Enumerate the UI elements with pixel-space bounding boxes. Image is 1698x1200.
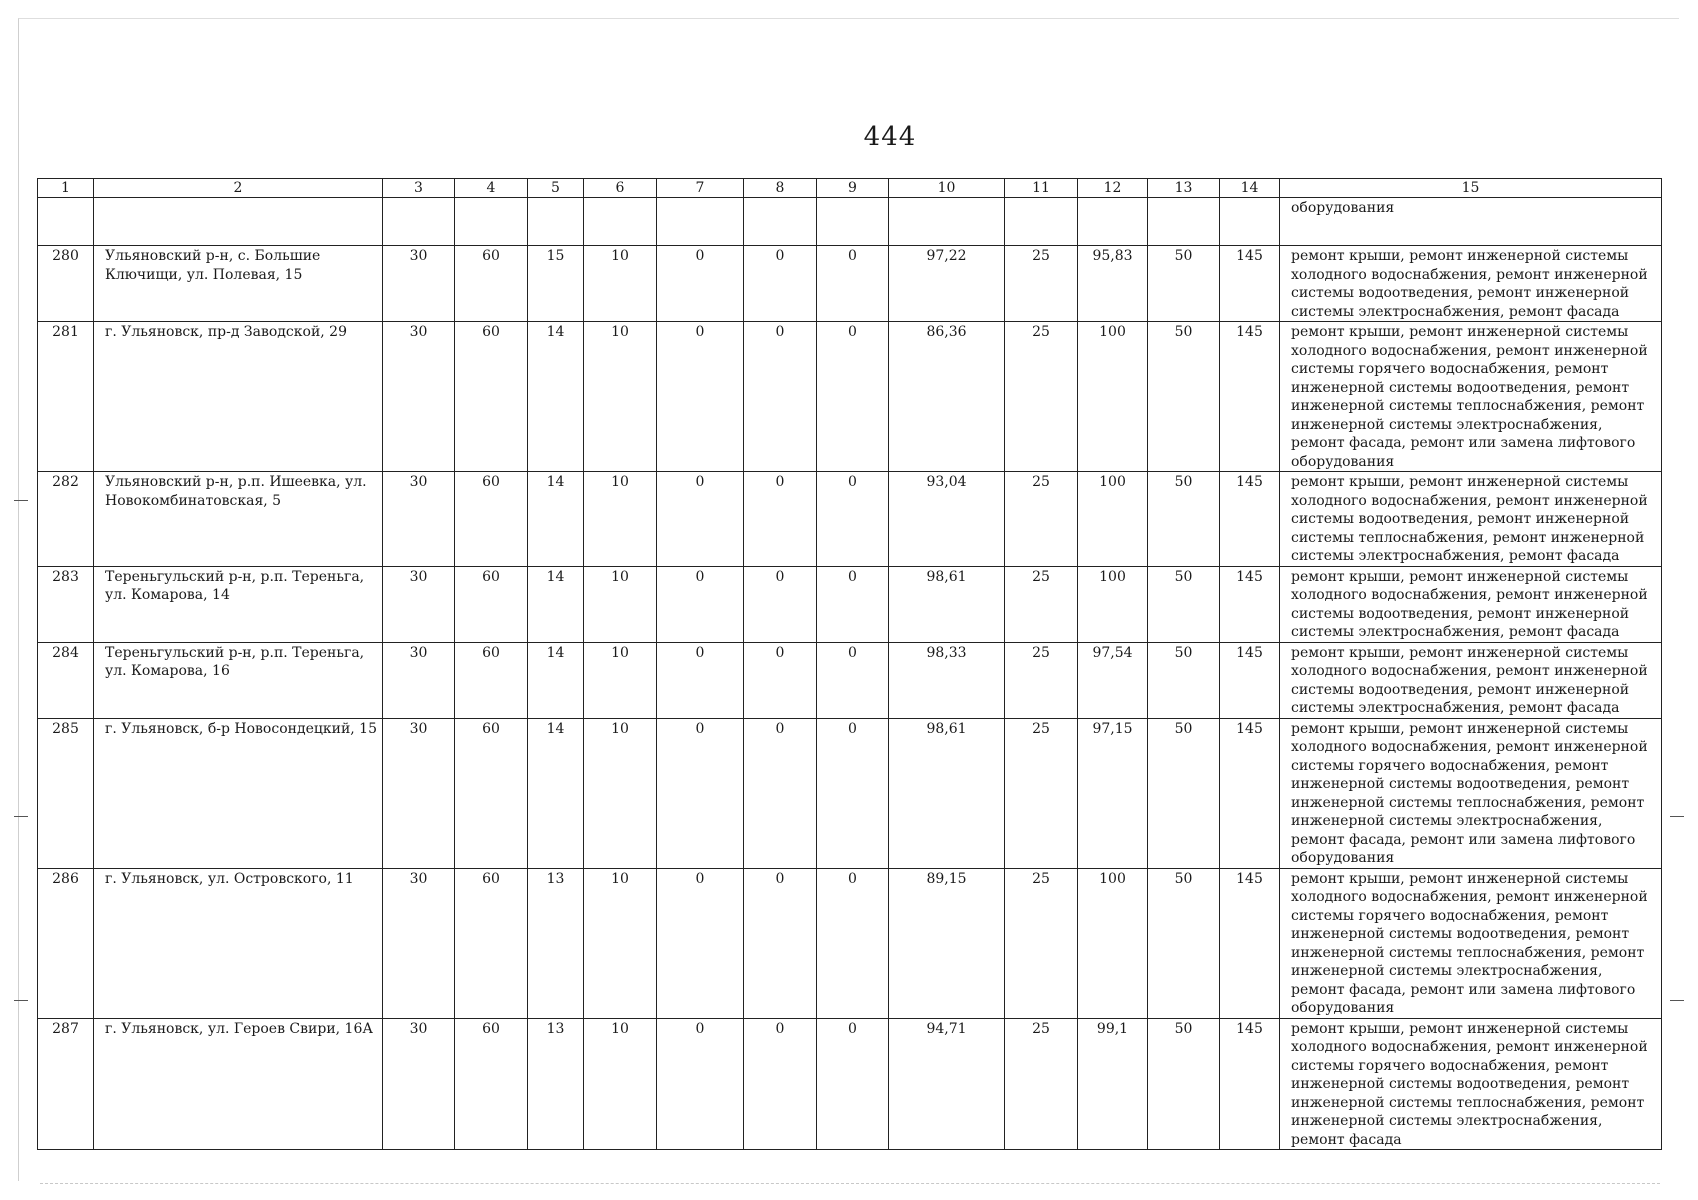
value-cell: 97,22 bbox=[889, 246, 1005, 322]
value-cell: 14 bbox=[528, 566, 584, 642]
value-cell: 145 bbox=[1220, 566, 1280, 642]
table-row bbox=[38, 718, 1662, 868]
value-cell: 0 bbox=[657, 246, 744, 322]
value-cell: 0 bbox=[744, 472, 817, 567]
value-cell: 25 bbox=[1005, 868, 1078, 1018]
row-number-cell: 286 bbox=[38, 868, 94, 1018]
table-row bbox=[38, 246, 1662, 322]
works-cell: оборудования bbox=[1280, 198, 1662, 246]
value-cell: 25 bbox=[1005, 472, 1078, 567]
works-cell: ремонт крыши, ремонт инженерной системы холодного водоснабжения, ремонт инженерной системы водоотведения, ремонт инженерной системы электроснабжения, ремонт фасада bbox=[1280, 566, 1662, 642]
margin-tick bbox=[14, 816, 28, 817]
value-cell: 145 bbox=[1220, 1018, 1280, 1150]
value-cell: 0 bbox=[817, 718, 889, 868]
value-cell: 100 bbox=[1078, 566, 1148, 642]
value-cell: 0 bbox=[657, 642, 744, 718]
column-number-row bbox=[38, 179, 1662, 198]
value-cell: 30 bbox=[383, 322, 455, 472]
column-number: 8 bbox=[744, 179, 817, 198]
value-cell: 0 bbox=[657, 472, 744, 567]
column-number: 4 bbox=[455, 179, 528, 198]
table-row bbox=[38, 566, 1662, 642]
value-cell: 0 bbox=[744, 718, 817, 868]
value-cell: 10 bbox=[584, 642, 657, 718]
address-cell: г. Ульяновск, ул. Героев Свири, 16А bbox=[94, 1018, 383, 1150]
value-cell: 100 bbox=[1078, 322, 1148, 472]
address-cell: г. Ульяновск, пр-д Заводской, 29 bbox=[94, 322, 383, 472]
row-number-cell: 283 bbox=[38, 566, 94, 642]
works-cell: ремонт крыши, ремонт инженерной системы холодного водоснабжения, ремонт инженерной системы горячего водоснабжения, ремонт инженерной системы водоотведения, ремонт инженерной системы теплоснабжения, ремонт инженерной системы электроснабжения, ремонт фасада, ремонт или замена лифтового оборудования bbox=[1280, 718, 1662, 868]
value-cell: 60 bbox=[455, 566, 528, 642]
value-cell: 0 bbox=[817, 246, 889, 322]
address-cell: Тереньгульский р-н, р.п. Тереньга, ул. Комарова, 16 bbox=[94, 642, 383, 718]
value-cell: 60 bbox=[455, 322, 528, 472]
address-cell: Ульяновский р-н, с. Большие Ключищи, ул. Полевая, 15 bbox=[94, 246, 383, 322]
column-number: 1 bbox=[38, 179, 94, 198]
value-cell: 93,04 bbox=[889, 472, 1005, 567]
value-cell: 89,15 bbox=[889, 868, 1005, 1018]
address-cell: Ульяновский р-н, р.п. Ишеевка, ул. Новокомбинатовская, 5 bbox=[94, 472, 383, 567]
value-cell: 14 bbox=[528, 472, 584, 567]
value-cell: 86,36 bbox=[889, 322, 1005, 472]
value-cell: 50 bbox=[1148, 322, 1220, 472]
column-number: 10 bbox=[889, 179, 1005, 198]
value-cell: 30 bbox=[383, 472, 455, 567]
value-cell: 30 bbox=[383, 566, 455, 642]
row-number-cell: 282 bbox=[38, 472, 94, 567]
value-cell: 60 bbox=[455, 1018, 528, 1150]
value-cell: 145 bbox=[1220, 322, 1280, 472]
value-cell: 50 bbox=[1148, 472, 1220, 567]
row-number-cell: 280 bbox=[38, 246, 94, 322]
address-cell: г. Ульяновск, ул. Островского, 11 bbox=[94, 868, 383, 1018]
value-cell: 10 bbox=[584, 718, 657, 868]
value-cell: 10 bbox=[584, 472, 657, 567]
row-number-cell: 284 bbox=[38, 642, 94, 718]
value-cell: 0 bbox=[744, 322, 817, 472]
value-cell: 0 bbox=[817, 1018, 889, 1150]
column-number: 7 bbox=[657, 179, 744, 198]
value-cell: 25 bbox=[1005, 322, 1078, 472]
margin-tick bbox=[1670, 816, 1684, 817]
column-number: 14 bbox=[1220, 179, 1280, 198]
margin-tick bbox=[14, 500, 28, 501]
value-cell: 25 bbox=[1005, 246, 1078, 322]
value-cell: 14 bbox=[528, 322, 584, 472]
value-cell: 0 bbox=[657, 718, 744, 868]
value-cell: 60 bbox=[455, 642, 528, 718]
value-cell: 14 bbox=[528, 642, 584, 718]
value-cell: 13 bbox=[528, 868, 584, 1018]
value-cell: 145 bbox=[1220, 472, 1280, 567]
value-cell: 50 bbox=[1148, 1018, 1220, 1150]
value-cell: 10 bbox=[584, 246, 657, 322]
value-cell: 98,61 bbox=[889, 718, 1005, 868]
value-cell: 25 bbox=[1005, 642, 1078, 718]
registry-table bbox=[37, 178, 1662, 1150]
value-cell: 25 bbox=[1005, 566, 1078, 642]
value-cell: 30 bbox=[383, 1018, 455, 1150]
value-cell: 30 bbox=[383, 868, 455, 1018]
value-cell: 15 bbox=[528, 246, 584, 322]
value-cell: 0 bbox=[817, 322, 889, 472]
value-cell: 0 bbox=[817, 472, 889, 567]
table-row bbox=[38, 472, 1662, 567]
value-cell: 30 bbox=[383, 642, 455, 718]
value-cell: 0 bbox=[657, 868, 744, 1018]
value-cell: 145 bbox=[1220, 642, 1280, 718]
value-cell: 50 bbox=[1148, 246, 1220, 322]
row-number-cell: 281 bbox=[38, 322, 94, 472]
value-cell: 10 bbox=[584, 1018, 657, 1150]
value-cell: 97,54 bbox=[1078, 642, 1148, 718]
table-body bbox=[38, 179, 1662, 1150]
column-number: 3 bbox=[383, 179, 455, 198]
value-cell: 97,15 bbox=[1078, 718, 1148, 868]
works-cell: ремонт крыши, ремонт инженерной системы холодного водоснабжения, ремонт инженерной системы водоотведения, ремонт инженерной системы электроснабжения, ремонт фасада bbox=[1280, 642, 1662, 718]
scan-edge-line bbox=[40, 1183, 1660, 1184]
value-cell: 0 bbox=[744, 1018, 817, 1150]
value-cell: 30 bbox=[383, 246, 455, 322]
page-number: 444 bbox=[863, 122, 917, 152]
value-cell: 60 bbox=[455, 246, 528, 322]
column-number: 6 bbox=[584, 179, 657, 198]
works-cell: ремонт крыши, ремонт инженерной системы холодного водоснабжения, ремонт инженерной системы водоотведения, ремонт инженерной системы теплоснабжения, ремонт инженерной системы электроснабжения, ремонт фасада bbox=[1280, 472, 1662, 567]
table-row bbox=[38, 1018, 1662, 1150]
value-cell: 10 bbox=[584, 566, 657, 642]
column-number: 11 bbox=[1005, 179, 1078, 198]
value-cell: 145 bbox=[1220, 868, 1280, 1018]
works-cell: ремонт крыши, ремонт инженерной системы холодного водоснабжения, ремонт инженерной системы горячего водоснабжения, ремонт инженерной системы водоотведения, ремонт инженерной системы теплоснабжения, ремонт инженерной системы электроснабжения, ремонт фасада, ремонт или замена лифтового оборудования bbox=[1280, 868, 1662, 1018]
value-cell: 0 bbox=[657, 1018, 744, 1150]
value-cell: 145 bbox=[1220, 246, 1280, 322]
row-number-cell: 285 bbox=[38, 718, 94, 868]
column-number: 2 bbox=[94, 179, 383, 198]
value-cell: 0 bbox=[817, 868, 889, 1018]
value-cell: 95,83 bbox=[1078, 246, 1148, 322]
value-cell: 0 bbox=[657, 566, 744, 642]
value-cell: 0 bbox=[744, 868, 817, 1018]
address-cell: г. Ульяновск, б-р Новосондецкий, 15 bbox=[94, 718, 383, 868]
table-row bbox=[38, 322, 1662, 472]
continued-row bbox=[38, 198, 1662, 246]
value-cell: 0 bbox=[744, 566, 817, 642]
value-cell: 50 bbox=[1148, 718, 1220, 868]
column-number: 15 bbox=[1280, 179, 1662, 198]
value-cell: 98,33 bbox=[889, 642, 1005, 718]
address-cell: Тереньгульский р-н, р.п. Тереньга, ул. Комарова, 14 bbox=[94, 566, 383, 642]
row-number-cell: 287 bbox=[38, 1018, 94, 1150]
value-cell: 0 bbox=[744, 642, 817, 718]
value-cell: 60 bbox=[455, 868, 528, 1018]
value-cell: 145 bbox=[1220, 718, 1280, 868]
value-cell: 10 bbox=[584, 322, 657, 472]
value-cell: 99,1 bbox=[1078, 1018, 1148, 1150]
table-row bbox=[38, 642, 1662, 718]
value-cell: 30 bbox=[383, 718, 455, 868]
works-cell: ремонт крыши, ремонт инженерной системы холодного водоснабжения, ремонт инженерной системы водоотведения, ремонт инженерной системы электроснабжения, ремонт фасада bbox=[1280, 246, 1662, 322]
column-number: 12 bbox=[1078, 179, 1148, 198]
value-cell: 0 bbox=[657, 322, 744, 472]
value-cell: 0 bbox=[817, 642, 889, 718]
column-number: 13 bbox=[1148, 179, 1220, 198]
value-cell: 14 bbox=[528, 718, 584, 868]
margin-tick bbox=[14, 1000, 28, 1001]
value-cell: 60 bbox=[455, 718, 528, 868]
works-cell: ремонт крыши, ремонт инженерной системы холодного водоснабжения, ремонт инженерной системы горячего водоснабжения, ремонт инженерной системы водоотведения, ремонт инженерной системы теплоснабжения, ремонт инженерной системы электроснабжения, ремонт фасада bbox=[1280, 1018, 1662, 1150]
value-cell: 0 bbox=[744, 246, 817, 322]
margin-tick bbox=[1670, 1000, 1684, 1001]
column-number: 9 bbox=[817, 179, 889, 198]
column-number: 5 bbox=[528, 179, 584, 198]
value-cell: 50 bbox=[1148, 868, 1220, 1018]
value-cell: 25 bbox=[1005, 1018, 1078, 1150]
value-cell: 0 bbox=[817, 566, 889, 642]
value-cell: 94,71 bbox=[889, 1018, 1005, 1150]
value-cell: 50 bbox=[1148, 566, 1220, 642]
value-cell: 100 bbox=[1078, 472, 1148, 567]
value-cell: 60 bbox=[455, 472, 528, 567]
value-cell: 25 bbox=[1005, 718, 1078, 868]
works-cell: ремонт крыши, ремонт инженерной системы холодного водоснабжения, ремонт инженерной системы горячего водоснабжения, ремонт инженерной системы водоотведения, ремонт инженерной системы теплоснабжения, ремонт инженерной системы электроснабжения, ремонт фасада, ремонт или замена лифтового оборудования bbox=[1280, 322, 1662, 472]
value-cell: 100 bbox=[1078, 868, 1148, 1018]
value-cell: 10 bbox=[584, 868, 657, 1018]
value-cell: 13 bbox=[528, 1018, 584, 1150]
value-cell: 50 bbox=[1148, 642, 1220, 718]
value-cell: 98,61 bbox=[889, 566, 1005, 642]
table-row bbox=[38, 868, 1662, 1018]
